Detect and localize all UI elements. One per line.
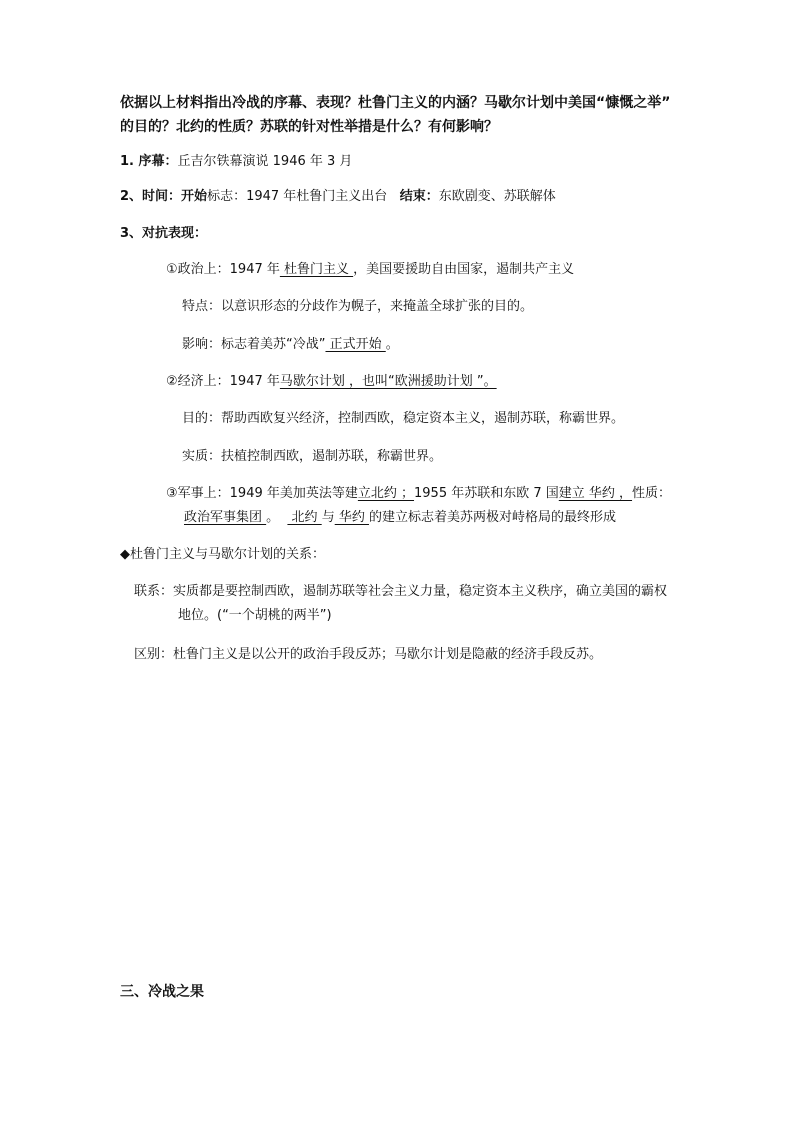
military-blank-nature: 政治军事集团 bbox=[184, 510, 267, 525]
relation-diff: 区别：杜鲁门主义是以公开的政治手段反苏；马歇尔计划是隐蔽的经济手段反苏。 bbox=[134, 647, 603, 662]
political-line bbox=[166, 260, 574, 280]
economic-line bbox=[166, 372, 497, 392]
section-title: 三、冷战之果 bbox=[120, 984, 204, 1000]
military-blank-nato-2: 北约 bbox=[287, 510, 322, 525]
item-time-start-text: 标志：1947 年杜鲁门主义出台 bbox=[207, 189, 388, 204]
military-blank-nato: 立北约 ； bbox=[357, 486, 415, 501]
question-line-1: 依据以上材料指出冷战的序幕、表现？杜鲁门主义的内涵？马歇尔计划中美国“慷慨之举” bbox=[120, 95, 671, 111]
military-line-2-suffix: 的建立标志着美苏两极对峙格局的最终形成 bbox=[368, 510, 616, 525]
military-suffix: 性质： bbox=[632, 486, 672, 501]
question-line-2: 的目的？北约的性质？苏联的针对性举措是什么？有何影响？ bbox=[120, 119, 498, 135]
military-mid-1: 。 bbox=[266, 510, 280, 525]
political-impact bbox=[182, 335, 399, 355]
economic-purpose: 目的：帮助西欧复兴经济，控制西欧，稳定资本主义，遏制苏联，称霸世界。 bbox=[182, 411, 625, 426]
political-impact-prefix: 影响：标志着美苏“冷战” bbox=[182, 337, 326, 352]
political-suffix: ，美国要援助自由国家，遏制共产主义 bbox=[353, 262, 575, 277]
relation-link-line-1: 联系：实质都是要控制西欧，遏制苏联等社会主义力量，稳定资本主义秩序，确立美国的霸权 bbox=[134, 584, 668, 599]
military-mid: 1955 年苏联和东欧 7 国 bbox=[414, 486, 559, 501]
item-prelude-text: 丘吉尔铁幕演说 1946 年 3 月 bbox=[177, 154, 353, 169]
item-prelude bbox=[120, 152, 352, 172]
relation-link-line-2: 地位。(“一个胡桃的两半”) bbox=[178, 608, 332, 623]
military-prefix: ③军事上：1949 年美加英法等建 bbox=[166, 486, 358, 501]
economic-prefix: ②经济上：1947 年 bbox=[166, 374, 280, 389]
military-blank-warsaw: 建立 华约 ， bbox=[558, 486, 633, 501]
economic-essence: 实质：扶植控制西欧，遏制苏联，称霸世界。 bbox=[182, 449, 443, 464]
item-confrontation: 3、对抗表现： bbox=[120, 226, 208, 241]
political-impact-blank: 正式开始 bbox=[325, 337, 386, 352]
military-line bbox=[166, 484, 671, 504]
economic-blank: 马歇尔计划 ，也叫“欧洲援助计划 ”。 bbox=[279, 374, 497, 389]
political-blank: 杜鲁门主义 bbox=[279, 262, 354, 277]
item-time-end-text: 东欧剧变、苏联解体 bbox=[438, 189, 556, 204]
political-prefix: ①政治上：1947 年 bbox=[166, 262, 280, 277]
item-time-start-label: 开始 bbox=[181, 189, 208, 204]
item-time-label: 2、时间： bbox=[120, 189, 182, 204]
relation-heading: ◆杜鲁门主义与马歇尔计划的关系： bbox=[120, 547, 325, 562]
military-mid-2: 与 bbox=[321, 510, 335, 525]
item-prelude-label: 1. 序幕： bbox=[120, 154, 178, 169]
military-line-2 bbox=[184, 508, 616, 528]
military-blank-warsaw-2: 华约 bbox=[334, 510, 369, 525]
item-time bbox=[120, 187, 556, 207]
political-impact-suffix: 。 bbox=[385, 337, 399, 352]
item-time-end-label: 结束： bbox=[399, 189, 439, 204]
political-feature: 特点：以意识形态的分歧作为幌子，来掩盖全球扩张的目的。 bbox=[182, 299, 534, 314]
